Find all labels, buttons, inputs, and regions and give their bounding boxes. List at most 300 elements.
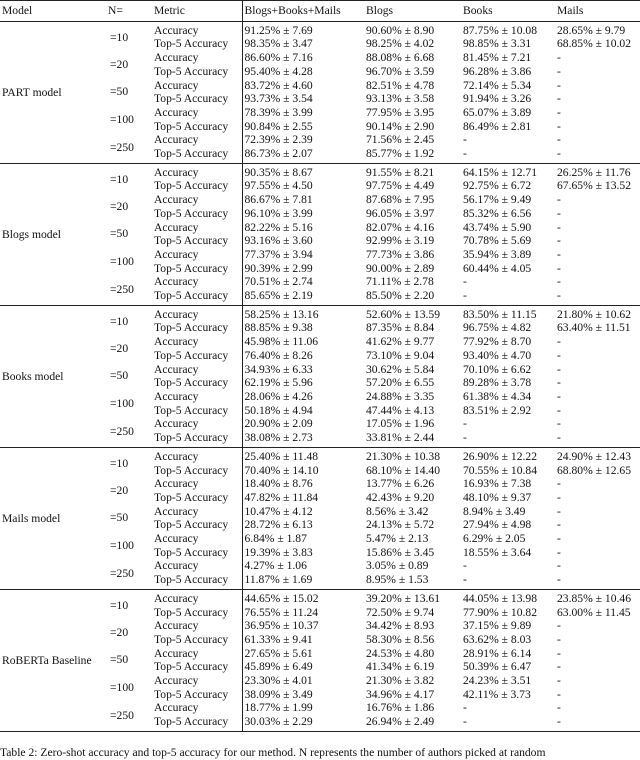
- cell-mails: 26.25% ± 11.76: [557, 165, 631, 179]
- cell-blogs: 73.10% ± 9.04: [366, 348, 435, 362]
- cell-all: 45.89% ± 6.49: [244, 660, 313, 674]
- cell-blogs: 68.10% ± 14.40: [366, 463, 440, 477]
- cell-mails: -: [557, 389, 561, 403]
- cell-books: -: [463, 133, 467, 147]
- cell-all: 70.51% ± 2.74: [244, 275, 313, 289]
- cell-blogs: 90.00% ± 2.89: [366, 261, 435, 275]
- metric-top5: Top-5 Accuracy: [152, 715, 242, 731]
- cell-blogs: 97.75% ± 4.49: [366, 179, 435, 193]
- cell-mails: -: [557, 247, 561, 261]
- cell-mails: -: [557, 64, 561, 78]
- cell-mails: -: [557, 119, 561, 133]
- cell-blogs: 88.08% ± 6.68: [366, 51, 435, 65]
- cell-all: 95.40% ± 4.28: [244, 64, 313, 78]
- cell-all: 77.37% ± 3.94: [244, 247, 313, 261]
- cell-blogs: 96.70% ± 3.59: [366, 64, 435, 78]
- cell-books: 43.74% ± 5.90: [463, 220, 532, 234]
- cell-mails: -: [557, 376, 561, 390]
- cell-mails: -: [557, 403, 561, 417]
- cell-books: 87.75% ± 10.08: [463, 23, 537, 37]
- metric-accuracy: Accuracy: [152, 305, 242, 321]
- cell-all: 58.25% ± 13.16: [244, 307, 319, 321]
- cell-mails: -: [557, 275, 561, 289]
- cell-books: 70.55% ± 10.84: [463, 463, 537, 477]
- cell-books: 35.94% ± 3.89: [463, 247, 532, 261]
- cell-books: 27.94% ± 4.98: [463, 518, 532, 532]
- metric-top5: Top-5 Accuracy: [152, 147, 242, 163]
- cell-books: -: [463, 289, 467, 303]
- cell-mails: -: [557, 348, 561, 362]
- table-row: [0, 163, 640, 179]
- cell-blogs: 24.13% ± 5.72: [366, 518, 435, 532]
- cell-mails: -: [557, 220, 561, 234]
- cell-all: 27.65% ± 5.61: [244, 646, 313, 660]
- cell-all: 28.72% ± 6.13: [244, 518, 313, 532]
- cell-all: 76.40% ± 8.26: [244, 348, 313, 362]
- cell-books: 92.75% ± 6.72: [463, 179, 532, 193]
- cell-blogs: 98.25% ± 4.02: [366, 37, 435, 51]
- cell-mails: -: [557, 687, 561, 701]
- metric-top5: Top-5 Accuracy: [152, 606, 242, 620]
- cell-books: 77.90% ± 10.82: [463, 605, 537, 619]
- cell-books: 89.28% ± 3.78: [463, 376, 532, 390]
- cell-books: 70.78% ± 5.69: [463, 234, 532, 248]
- model-name: RoBERTa Baseline: [2, 654, 92, 668]
- cell-blogs: 5.47% ± 2.13: [366, 532, 429, 546]
- n-value: =20: [110, 57, 129, 71]
- metric-accuracy: Accuracy: [152, 133, 242, 147]
- cell-blogs: 52.60% ± 13.59: [366, 307, 440, 321]
- cell-all: 72.39% ± 2.39: [244, 133, 313, 147]
- cell-all: 30.03% ± 2.29: [244, 715, 313, 729]
- cell-blogs: 93.13% ± 3.58: [366, 92, 435, 106]
- metric-accuracy: Accuracy: [152, 363, 242, 377]
- cell-mails: 67.65% ± 13.52: [557, 179, 631, 193]
- metric-top5: Top-5 Accuracy: [152, 207, 242, 221]
- cell-blogs: 57.20% ± 6.55: [366, 376, 435, 390]
- cell-books: 26.90% ± 12.22: [463, 449, 537, 463]
- model-group: [0, 305, 640, 447]
- cell-all: 45.98% ± 11.06: [244, 335, 319, 349]
- cell-books: -: [463, 417, 467, 431]
- cell-all: 11.87% ± 1.69: [244, 573, 313, 587]
- metric-top5: Top-5 Accuracy: [152, 376, 242, 390]
- cell-blogs: 39.20% ± 13.61: [366, 591, 440, 605]
- cell-mails: -: [557, 701, 561, 715]
- cell-blogs: 82.51% ± 4.78: [366, 78, 435, 92]
- cell-mails: -: [557, 289, 561, 303]
- cell-blogs: 21.30% ± 3.82: [366, 674, 435, 688]
- cell-blogs: 24.88% ± 3.35: [366, 389, 435, 403]
- cell-all: 93.73% ± 3.54: [244, 92, 313, 106]
- cell-mails: -: [557, 632, 561, 646]
- metric-accuracy: Accuracy: [152, 51, 242, 65]
- cell-all: 98.35% ± 3.47: [244, 37, 313, 51]
- cell-blogs: 13.77% ± 6.26: [366, 477, 435, 491]
- cell-blogs: 58.30% ± 8.56: [366, 632, 435, 646]
- cell-books: 96.28% ± 3.86: [463, 64, 532, 78]
- cell-mails: -: [557, 674, 561, 688]
- cell-mails: 28.65% ± 9.79: [557, 23, 626, 37]
- n-value: =50: [110, 653, 129, 667]
- cell-blogs: 77.73% ± 3.86: [366, 247, 435, 261]
- cell-books: -: [463, 147, 467, 161]
- cell-books: 50.39% ± 6.47: [463, 660, 532, 674]
- cell-all: 62.19% ± 5.96: [244, 376, 313, 390]
- n-value: =10: [110, 314, 129, 328]
- cell-books: -: [463, 559, 467, 573]
- model-name: Blogs model: [2, 228, 61, 242]
- n-value: =20: [110, 199, 129, 213]
- metric-accuracy: Accuracy: [152, 477, 242, 491]
- cell-blogs: 87.68% ± 7.95: [366, 193, 435, 207]
- n-value: =250: [110, 283, 134, 297]
- cell-all: 86.73% ± 2.07: [244, 147, 313, 161]
- cell-blogs: 21.30% ± 10.38: [366, 449, 440, 463]
- cell-books: 18.55% ± 3.64: [463, 545, 532, 559]
- cell-books: -: [463, 715, 467, 729]
- model-group: [0, 589, 640, 731]
- metric-top5: Top-5 Accuracy: [152, 65, 242, 79]
- cell-blogs: 90.14% ± 2.90: [366, 119, 435, 133]
- cell-mails: -: [557, 234, 561, 248]
- cell-all: 18.40% ± 8.76: [244, 477, 313, 491]
- cell-blogs: 71.11% ± 2.78: [366, 275, 434, 289]
- n-value: =100: [110, 680, 134, 694]
- metric-top5: Top-5 Accuracy: [152, 120, 242, 134]
- cell-all: 90.84% ± 2.55: [244, 119, 313, 133]
- metric-top5: Top-5 Accuracy: [152, 431, 242, 447]
- cell-books: 81.45% ± 7.21: [463, 51, 532, 65]
- cell-mails: -: [557, 660, 561, 674]
- cell-all: 70.40% ± 14.10: [244, 463, 319, 477]
- cell-all: 44.65% ± 15.02: [244, 591, 319, 605]
- cell-all: 76.55% ± 11.24: [244, 605, 319, 619]
- model-name: Books model: [2, 370, 64, 384]
- cell-mails: -: [557, 147, 561, 161]
- header-metric: Metric: [152, 1, 242, 22]
- metric-accuracy: Accuracy: [152, 505, 242, 519]
- n-value: =250: [110, 567, 134, 581]
- cell-all: 85.65% ± 2.19: [244, 289, 313, 303]
- cell-books: 6.29% ± 2.05: [463, 532, 526, 546]
- cell-mails: -: [557, 92, 561, 106]
- header-n: N=: [106, 1, 152, 22]
- cell-all: 18.77% ± 1.99: [244, 701, 313, 715]
- cell-mails: -: [557, 518, 561, 532]
- cell-blogs: 87.35% ± 8.84: [366, 321, 435, 335]
- metric-accuracy: Accuracy: [152, 619, 242, 633]
- metric-accuracy: Accuracy: [152, 106, 242, 120]
- metric-accuracy: Accuracy: [152, 390, 242, 404]
- cell-mails: -: [557, 206, 561, 220]
- cell-all: 38.08% ± 2.73: [244, 431, 313, 445]
- cell-books: 93.40% ± 4.70: [463, 348, 532, 362]
- table-row: [0, 21, 640, 37]
- n-value: =20: [110, 342, 129, 356]
- cell-books: 85.32% ± 6.56: [463, 206, 532, 220]
- cell-mails: 68.85% ± 10.02: [557, 37, 631, 51]
- n-value: =50: [110, 85, 129, 99]
- header-all: Blogs+Books+Mails: [242, 1, 364, 22]
- cell-books: 91.94% ± 3.26: [463, 92, 532, 106]
- cell-mails: 23.85% ± 10.46: [557, 591, 631, 605]
- cell-blogs: 41.34% ± 6.19: [366, 660, 435, 674]
- cell-all: 47.82% ± 11.84: [244, 490, 319, 504]
- cell-all: 82.22% ± 5.16: [244, 220, 313, 234]
- cell-blogs: 42.43% ± 9.20: [366, 490, 435, 504]
- cell-blogs: 15.86% ± 3.45: [366, 545, 435, 559]
- cell-books: 16.93% ± 7.38: [463, 477, 532, 491]
- table-row: [0, 447, 640, 463]
- n-value: =250: [110, 425, 134, 439]
- cell-mails: -: [557, 335, 561, 349]
- metric-top5: Top-5 Accuracy: [152, 518, 242, 532]
- metric-top5: Top-5 Accuracy: [152, 546, 242, 560]
- cell-blogs: 71.56% ± 2.45: [366, 133, 435, 147]
- cell-mails: 21.80% ± 10.62: [557, 307, 631, 321]
- cell-books: 42.11% ± 3.73: [463, 687, 531, 701]
- model-group: [0, 21, 640, 163]
- cell-all: 78.39% ± 3.99: [244, 105, 313, 119]
- n-value: =250: [110, 709, 134, 723]
- cell-books: 86.49% ± 2.81: [463, 119, 532, 133]
- metric-accuracy: Accuracy: [152, 163, 242, 179]
- cell-all: 61.33% ± 9.41: [244, 632, 313, 646]
- metric-top5: Top-5 Accuracy: [152, 404, 242, 418]
- metric-top5: Top-5 Accuracy: [152, 660, 242, 674]
- cell-all: 36.95% ± 10.37: [244, 619, 319, 633]
- n-value: =50: [110, 511, 129, 525]
- metric-accuracy: Accuracy: [152, 335, 242, 349]
- table-row: [0, 589, 640, 605]
- cell-all: 96.10% ± 3.99: [244, 206, 313, 220]
- cell-mails: -: [557, 133, 561, 147]
- cell-blogs: 72.50% ± 9.74: [366, 605, 435, 619]
- cell-blogs: 26.94% ± 2.49: [366, 715, 435, 729]
- cell-mails: -: [557, 105, 561, 119]
- n-value: =100: [110, 254, 134, 268]
- metric-top5: Top-5 Accuracy: [152, 573, 242, 589]
- header-blogs: Blogs: [364, 1, 461, 22]
- cell-mails: -: [557, 477, 561, 491]
- cell-all: 28.06% ± 4.26: [244, 389, 313, 403]
- cell-all: 90.39% ± 2.99: [244, 261, 313, 275]
- cell-mails: -: [557, 417, 561, 431]
- cell-mails: -: [557, 545, 561, 559]
- cell-books: 72.14% ± 5.34: [463, 78, 532, 92]
- cell-blogs: 91.55% ± 8.21: [366, 165, 435, 179]
- cell-all: 10.47% ± 4.12: [244, 504, 313, 518]
- header-mails: Mails: [555, 1, 640, 22]
- metric-top5: Top-5 Accuracy: [152, 688, 242, 702]
- cell-all: 83.72% ± 4.60: [244, 78, 313, 92]
- cell-books: 83.50% ± 11.15: [463, 307, 537, 321]
- table-caption: Table 2: Zero-shot accuracy and top-5 accuracy for our method. N represents the number of authors picked at random: [0, 746, 546, 759]
- model-name: PART model: [2, 86, 62, 100]
- metric-top5: Top-5 Accuracy: [152, 262, 242, 276]
- cell-books: 28.91% ± 6.14: [463, 646, 532, 660]
- model-group: [0, 163, 640, 305]
- cell-all: 19.39% ± 3.83: [244, 545, 313, 559]
- cell-all: 86.60% ± 7.16: [244, 51, 313, 65]
- cell-mails: 24.90% ± 12.43: [557, 449, 631, 463]
- n-value: =250: [110, 141, 134, 155]
- cell-books: 96.75% ± 4.82: [463, 321, 532, 335]
- cell-all: 25.40% ± 11.48: [244, 449, 319, 463]
- cell-books: 56.17% ± 9.49: [463, 193, 532, 207]
- cell-mails: -: [557, 78, 561, 92]
- cell-books: 83.51% ± 2.92: [463, 403, 532, 417]
- cell-mails: -: [557, 51, 561, 65]
- cell-blogs: 33.81% ± 2.44: [366, 431, 435, 445]
- cell-mails: 68.80% ± 12.65: [557, 463, 631, 477]
- cell-books: 60.44% ± 4.05: [463, 261, 532, 275]
- cell-blogs: 34.42% ± 8.93: [366, 619, 435, 633]
- cell-books: 48.10% ± 9.37: [463, 490, 532, 504]
- metric-accuracy: Accuracy: [152, 559, 242, 573]
- metric-top5: Top-5 Accuracy: [152, 289, 242, 305]
- cell-all: 90.35% ± 8.67: [244, 165, 313, 179]
- cell-blogs: 90.60% ± 8.90: [366, 23, 435, 37]
- cell-all: 88.85% ± 9.38: [244, 321, 313, 335]
- cell-blogs: 8.95% ± 1.53: [366, 573, 429, 587]
- cell-mails: -: [557, 619, 561, 633]
- cell-blogs: 8.56% ± 3.42: [366, 504, 429, 518]
- header-books: Books: [461, 1, 555, 22]
- cell-mails: 63.40% ± 11.51: [557, 321, 631, 335]
- metric-accuracy: Accuracy: [152, 79, 242, 93]
- metric-top5: Top-5 Accuracy: [152, 92, 242, 106]
- cell-blogs: 77.95% ± 3.95: [366, 105, 435, 119]
- cell-books: 8.94% ± 3.49: [463, 504, 526, 518]
- n-value: =50: [110, 227, 129, 241]
- metric-top5: Top-5 Accuracy: [152, 179, 242, 193]
- model-name: Mails model: [2, 512, 61, 526]
- metric-top5: Top-5 Accuracy: [152, 464, 242, 478]
- cell-mails: -: [557, 646, 561, 660]
- cell-blogs: 96.05% ± 3.97: [366, 206, 435, 220]
- cell-books: -: [463, 573, 467, 587]
- cell-blogs: 34.96% ± 4.17: [366, 687, 435, 701]
- cell-mails: -: [557, 362, 561, 376]
- metric-accuracy: Accuracy: [152, 532, 242, 546]
- n-value: =20: [110, 626, 129, 640]
- cell-mails: -: [557, 573, 561, 587]
- header-row: [0, 1, 640, 22]
- cell-mails: -: [557, 532, 561, 546]
- n-value: =10: [110, 30, 129, 44]
- cell-blogs: 47.44% ± 4.13: [366, 403, 435, 417]
- metric-accuracy: Accuracy: [152, 417, 242, 431]
- cell-books: 77.92% ± 8.70: [463, 335, 532, 349]
- cell-books: 98.85% ± 3.31: [463, 37, 532, 51]
- cell-all: 6.84% ± 1.87: [244, 532, 307, 546]
- metric-accuracy: Accuracy: [152, 193, 242, 207]
- n-value: =100: [110, 396, 134, 410]
- metric-accuracy: Accuracy: [152, 674, 242, 688]
- metric-top5: Top-5 Accuracy: [152, 633, 242, 647]
- n-value: =10: [110, 598, 129, 612]
- cell-books: 63.62% ± 8.03: [463, 632, 532, 646]
- metric-accuracy: Accuracy: [152, 589, 242, 605]
- cell-mails: -: [557, 504, 561, 518]
- cell-books: 64.15% ± 12.71: [463, 165, 537, 179]
- cell-all: 86.67% ± 7.81: [244, 193, 313, 207]
- cell-books: 61.38% ± 4.34: [463, 389, 532, 403]
- header-model: Model: [0, 1, 106, 22]
- cell-blogs: 41.62% ± 9.77: [366, 335, 435, 349]
- n-value: =20: [110, 484, 129, 498]
- cell-blogs: 24.53% ± 4.80: [366, 646, 435, 660]
- cell-all: 91.25% ± 7.69: [244, 23, 313, 37]
- n-value: =10: [110, 456, 129, 470]
- cell-mails: -: [557, 490, 561, 504]
- metric-accuracy: Accuracy: [152, 647, 242, 661]
- cell-mails: -: [557, 193, 561, 207]
- n-value: =50: [110, 369, 129, 383]
- metric-accuracy: Accuracy: [152, 21, 242, 37]
- metric-accuracy: Accuracy: [152, 701, 242, 715]
- cell-all: 34.93% ± 6.33: [244, 362, 313, 376]
- cell-books: 44.05% ± 13.98: [463, 591, 537, 605]
- n-value: =100: [110, 538, 134, 552]
- cell-blogs: 3.05% ± 0.89: [366, 559, 429, 573]
- cell-all: 97.55% ± 4.50: [244, 179, 313, 193]
- metric-accuracy: Accuracy: [152, 447, 242, 463]
- cell-books: -: [463, 701, 467, 715]
- cell-all: 23.30% ± 4.01: [244, 674, 313, 688]
- metric-top5: Top-5 Accuracy: [152, 349, 242, 363]
- cell-mails: 63.00% ± 11.45: [557, 605, 631, 619]
- n-value: =100: [110, 112, 134, 126]
- cell-blogs: 85.50% ± 2.20: [366, 289, 435, 303]
- table-header: [0, 1, 640, 22]
- metric-accuracy: Accuracy: [152, 275, 242, 289]
- metric-top5: Top-5 Accuracy: [152, 491, 242, 505]
- cell-all: 38.09% ± 3.49: [244, 687, 313, 701]
- metric-top5: Top-5 Accuracy: [152, 321, 242, 335]
- cell-books: -: [463, 275, 467, 289]
- cell-blogs: 82.07% ± 4.16: [366, 220, 435, 234]
- n-value: =10: [110, 172, 129, 186]
- table-row: [0, 305, 640, 321]
- cell-all: 50.18% ± 4.94: [244, 403, 313, 417]
- cell-blogs: 17.05% ± 1.96: [366, 417, 435, 431]
- cell-books: 70.10% ± 6.62: [463, 362, 532, 376]
- metric-accuracy: Accuracy: [152, 221, 242, 235]
- metric-top5: Top-5 Accuracy: [152, 234, 242, 248]
- metric-top5: Top-5 Accuracy: [152, 37, 242, 51]
- cell-blogs: 16.76% ± 1.86: [366, 701, 435, 715]
- cell-blogs: 30.62% ± 5.84: [366, 362, 435, 376]
- cell-all: 4.27% ± 1.06: [244, 559, 307, 573]
- cell-mails: -: [557, 261, 561, 275]
- cell-books: 37.15% ± 9.89: [463, 619, 532, 633]
- model-group: [0, 447, 640, 589]
- cell-blogs: 85.77% ± 1.92: [366, 147, 435, 161]
- cell-blogs: 92.99% ± 3.19: [366, 234, 435, 248]
- cell-books: 24.23% ± 3.51: [463, 674, 532, 688]
- cell-all: 93.16% ± 3.60: [244, 234, 313, 248]
- cell-mails: -: [557, 559, 561, 573]
- cell-mails: -: [557, 431, 561, 445]
- cell-all: 20.90% ± 2.09: [244, 417, 313, 431]
- cell-mails: -: [557, 715, 561, 729]
- cell-books: -: [463, 431, 467, 445]
- cell-books: 65.07% ± 3.89: [463, 105, 532, 119]
- metric-accuracy: Accuracy: [152, 248, 242, 262]
